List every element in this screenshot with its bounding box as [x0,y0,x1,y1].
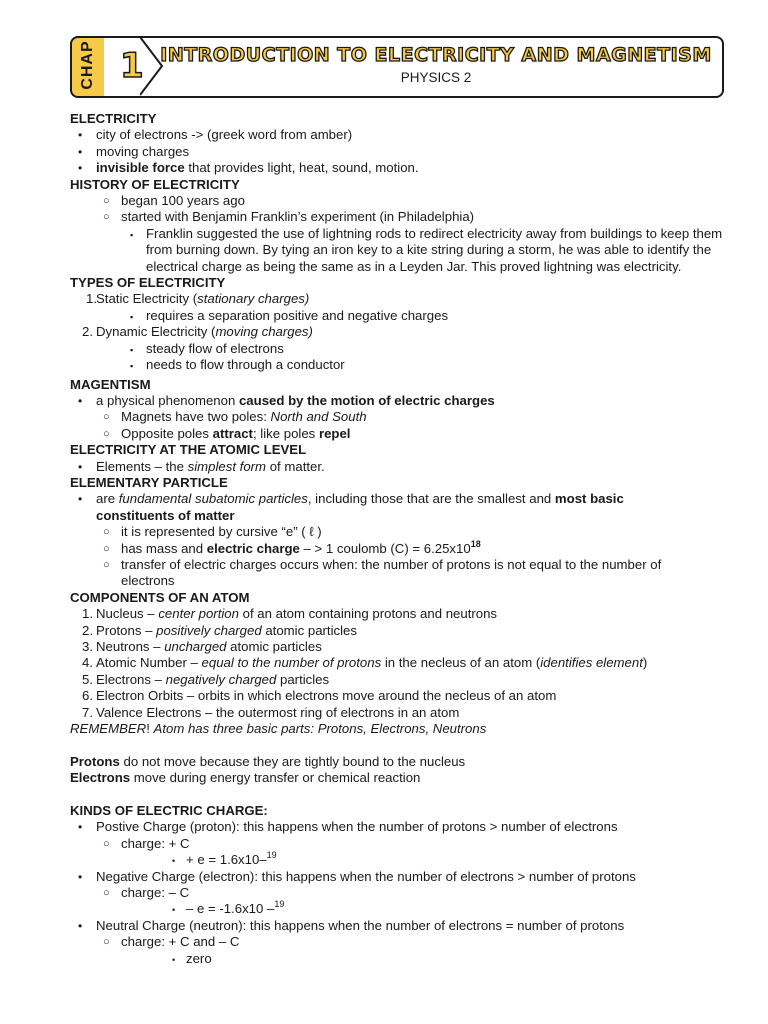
section-heading-history: HISTORY OF ELECTRICITY [70,176,240,192]
list-number: 1. [82,606,93,622]
square-bullet-icon: ▪ [130,361,134,372]
circle-bullet-icon: ○ [103,837,110,850]
list-item-continuation: constituents of matter [96,507,235,523]
list-number: 3. [82,639,93,654]
disc-bullet-icon: • [78,820,83,835]
disc-bullet-icon: • [78,869,83,884]
list-number: 1. [86,291,97,307]
remember-note: REMEMBER! Atom has three basic parts: Protons, Electrons, Neutrons [70,721,487,737]
list-item: 4. Atomic Number – equal to the number of protons in the necleus of an atom (identifies element) [82,655,648,671]
disc-bullet-icon: • [78,393,83,408]
circle-bullet-icon: ○ [103,936,110,949]
list-item: 3. Neutrons – uncharged atomic particles [82,639,322,654]
list-number: 4. [82,655,93,671]
list-item: 2. Protons – positively charged atomic particles [82,622,357,638]
list-item: ○ charge: – C [103,885,190,901]
square-bullet-icon: ▪ [130,344,134,355]
list-item: ○ has mass and electric charge – > 1 coulomb $(C) = 6.25x10^{18}$ [103,538,481,556]
circle-bullet-icon: ○ [103,411,110,424]
circle-bullet-icon: ○ [103,887,110,900]
disc-bullet-icon: • [172,856,176,867]
list-item: ○ it is represented by cursive “e” ( ℓ ) [103,524,322,540]
chapter-label: CHAP [79,40,96,90]
circle-bullet-icon: ○ [103,542,110,555]
section-heading-components: COMPONENTS OF AN ATOM [70,589,250,605]
disc-bullet-icon: • [78,459,83,474]
list-item: ○ started with Benjamin Franklin’s experiment (in Philadelphia) [103,209,475,225]
section-heading-magnetism: MAGENTISM [70,376,151,392]
circle-bullet-icon: ○ [103,427,110,440]
list-item: • a physical phenomenon caused by the motion of electric charges [78,392,495,408]
list-item: 1. Static Electricity (stationary charges) [86,291,310,307]
chapter-tab [70,36,104,98]
list-item: • – e = -1.6x10 –$^{19}$ [70,901,730,917]
title-box [150,36,724,98]
list-item: • Negative Charge (electron): this happens when the number of electrons > number of protons [78,868,636,884]
list-item: 5. Electrons – negatively charged particles [82,671,330,687]
section-heading-elementary-particle: ELEMENTARY PARTICLE [70,474,228,490]
circle-bullet-icon: ○ [103,211,110,224]
list-item: ○ began 100 years ago [103,193,245,209]
list-item: • Postive Charge (proton): this happens when the number of protons > number of electrons [78,819,618,835]
list-item: ▪ requires a separation positive and negative charges [70,308,730,324]
section-heading-types: TYPES OF ELECTRICITY [70,275,226,291]
circle-bullet-icon: ○ [103,526,110,539]
section-heading-electricity: ELECTRICITY [70,111,157,126]
disc-bullet-icon: • [78,144,83,159]
list-item: ○ transfer of electric charges occurs when: the number of protons is not equal to the number of [103,556,662,572]
list-number: 7. [82,704,93,720]
list-item: • invisible force that provides light, heat, sound, motion. [78,160,419,176]
disc-bullet-icon: • [78,161,83,176]
disc-bullet-icon: • [78,492,83,507]
list-item: ○ Magnets have two poles: North and South [103,409,367,425]
electrons-note: Electrons move during energy transfer or chemical reaction [70,770,421,786]
list-item: • Elements – the simplest form of matter. [78,458,325,474]
list-item: 1. Nucleus – center portion of an atom containing protons and neutrons [82,606,498,622]
list-item: ▪ needs to flow through a conductor [70,357,730,373]
square-bullet-icon: ▪ [130,229,134,240]
page-title: INTRODUCTION TO ELECTRICITY AND MAGNETISM [160,44,712,66]
list-item-continuation: electrons [121,573,175,589]
chapter-number: 1 [120,46,144,86]
section-heading-kinds-of-charge: KINDS OF ELECTRIC CHARGE: [70,803,268,819]
list-item: ○ charge: + C [103,835,190,851]
disc-bullet-icon: • [78,918,83,933]
list-number: 2. [82,324,93,340]
circle-bullet-icon: ○ [103,195,110,208]
disc-bullet-icon: • [172,905,176,916]
list-item: ○ Opposite poles attract; like poles repel [103,425,351,441]
chapter-header [70,36,724,96]
disc-bullet-icon: • [172,954,176,965]
list-item: • Neutral Charge (neutron): this happens when the number of electrons = number of protons [78,917,625,933]
list-number: 2. [82,622,93,638]
list-number: 6. [82,688,93,704]
list-item: • + e = 1.6x10–$^{19}$ [70,852,730,868]
protons-note: Protons do not move because they are tightly bound to the nucleus [70,753,466,769]
list-item: • are fundamental subatomic particles, including those that are the smallest and most basic [78,491,624,507]
list-item: ▪ Franklin suggested the use of lightning rods to redirect electricity away from buildings to keep them from burning down. By tying an iron key to a kite string during a storm, he was able to identify the electrical charge as being the same as in a Leyden Jar. This proved lightning was electricity. [130,225,723,274]
notes-body [70,111,730,967]
list-item: 6. Electron Orbits – orbits in which electrons move around the necleus of an atom [82,688,557,704]
list-item: 2. Dynamic Electricity (moving charges) [82,324,313,340]
list-item: ▪ steady flow of electrons [70,341,730,357]
page-subtitle: PHYSICS 2 [400,70,472,85]
list-item: • zero [70,951,730,967]
list-number: 5. [82,671,93,687]
list-item: ○ charge: + C and – C [103,934,240,950]
square-bullet-icon: ▪ [130,311,134,322]
list-item: • moving charges [78,143,190,159]
list-item: • city of electrons -> (greek word from amber) [78,127,353,143]
section-heading-atomic-level: ELECTRICITY AT THE ATOMIC LEVEL [70,442,307,458]
list-item: 7. Valence Electrons – the outermost ring of electrons in an atom [82,704,460,720]
disc-bullet-icon: • [78,128,83,143]
circle-bullet-icon: ○ [103,558,110,571]
